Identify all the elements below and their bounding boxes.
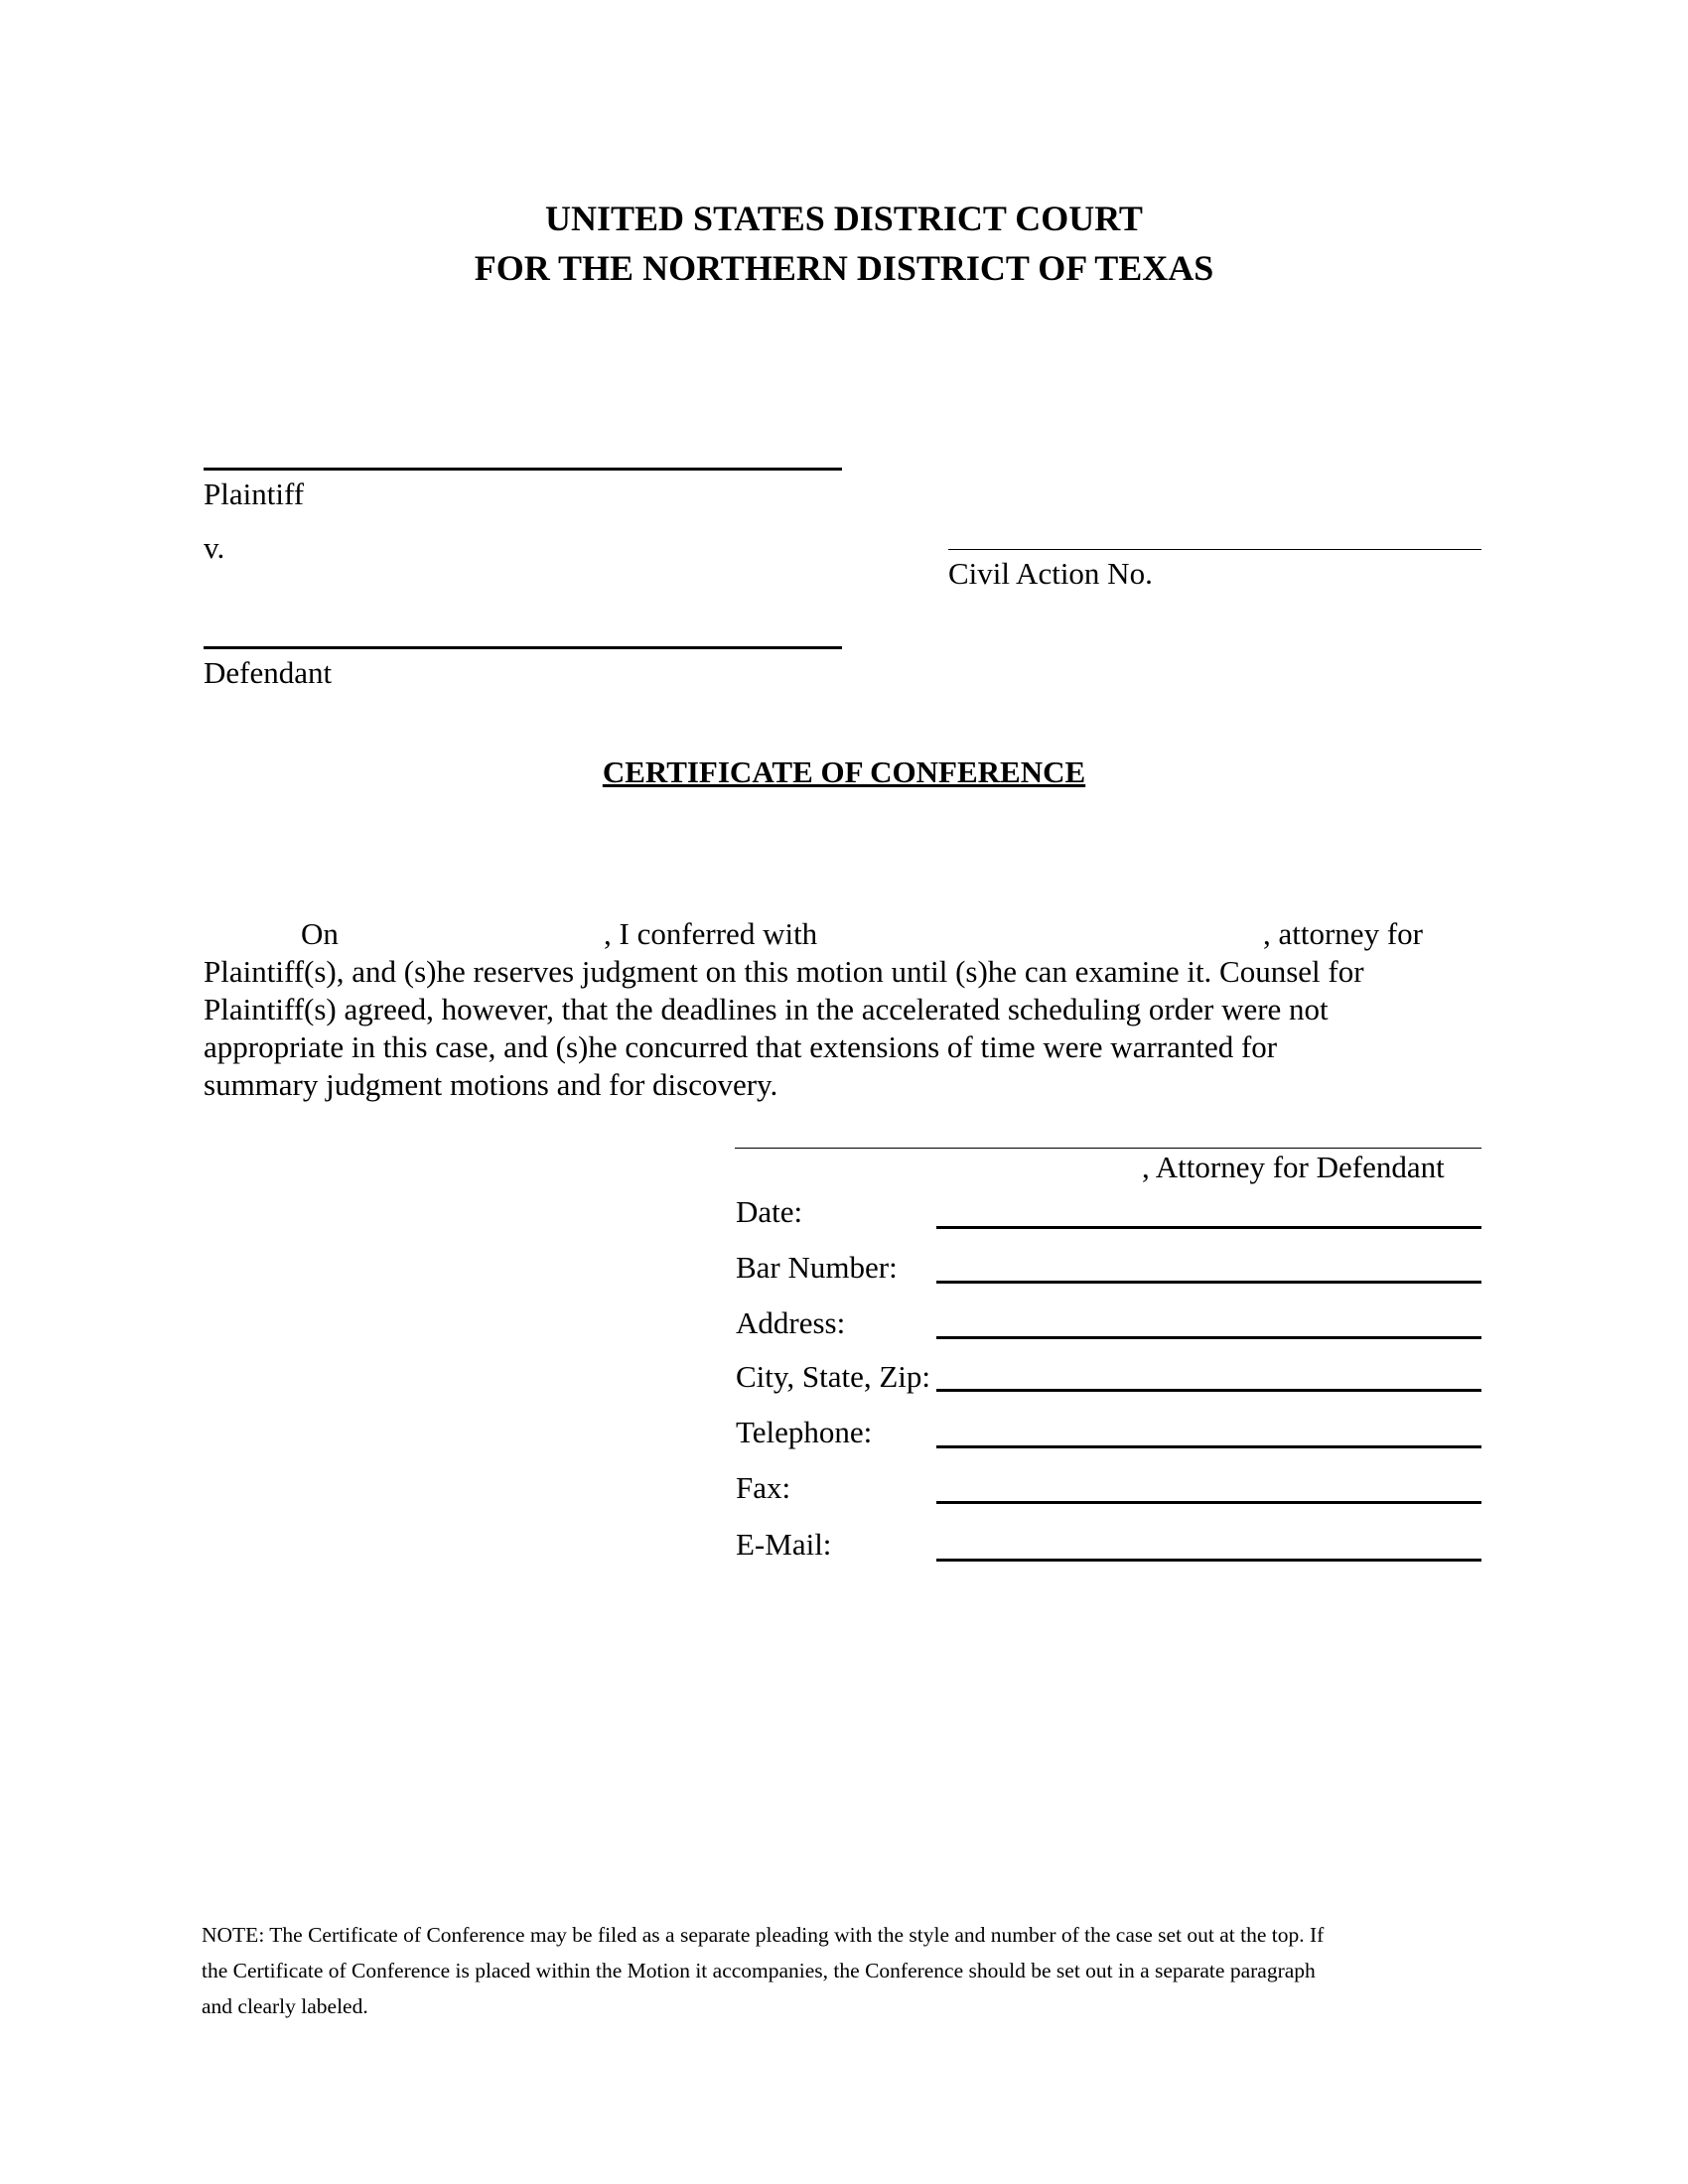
fax-line[interactable] — [936, 1501, 1481, 1504]
address-line[interactable] — [936, 1336, 1481, 1339]
defendant-name-line[interactable] — [204, 646, 842, 649]
certificate-title: CERTIFICATE OF CONFERENCE — [602, 754, 1086, 789]
telephone-label: Telephone: — [736, 1415, 873, 1449]
city-state-zip-line[interactable] — [936, 1389, 1481, 1392]
email-label: E-Mail: — [736, 1527, 832, 1562]
date-label: Date: — [736, 1194, 803, 1229]
address-label: Address: — [736, 1305, 846, 1340]
note-line-2: the Certificate of Conference is placed within the Motion it accompanies, the Conference should be set out in a separate paragraph — [202, 1959, 1316, 1982]
date-line[interactable] — [936, 1226, 1481, 1229]
email-line[interactable] — [936, 1559, 1481, 1562]
plaintiff-name-line[interactable] — [204, 468, 842, 471]
note-line-3: and clearly labeled. — [202, 1994, 368, 2018]
body-attorney-for: , attorney for — [1263, 916, 1423, 951]
bar-number-line[interactable] — [936, 1281, 1481, 1284]
body-line-2: Plaintiff(s), and (s)he reserves judgment on this motion until (s)he can examine it. Counsel for — [204, 954, 1364, 989]
civil-action-number-line[interactable] — [948, 549, 1481, 550]
body-line-5: summary judgment motions and for discovery. — [204, 1067, 778, 1102]
body-on: On — [301, 916, 339, 951]
plaintiff-label: Plaintiff — [204, 477, 305, 511]
body-conferred-with: , I conferred with — [604, 916, 818, 951]
civil-action-label: Civil Action No. — [948, 556, 1153, 591]
court-name: UNITED STATES DISTRICT COURT — [545, 199, 1143, 238]
body-line-3: Plaintiff(s) agreed, however, that the deadlines in the accelerated scheduling order were not — [204, 992, 1329, 1026]
note-line-1: NOTE: The Certificate of Conference may be filed as a separate pleading with the style and number of the case set out at the top. If — [202, 1923, 1325, 1947]
body-line-4: appropriate in this case, and (s)he concurred that extensions of time were warranted for — [204, 1029, 1278, 1064]
versus-label: v. — [204, 530, 225, 565]
defendant-label: Defendant — [204, 655, 333, 690]
bar-number-label: Bar Number: — [736, 1250, 898, 1285]
telephone-line[interactable] — [936, 1445, 1481, 1448]
court-district: FOR THE NORTHERN DISTRICT OF TEXAS — [474, 248, 1214, 288]
attorney-for-defendant-label: , Attorney for Defendant — [1142, 1150, 1445, 1184]
city-state-zip-label: City, State, Zip: — [736, 1359, 931, 1394]
fax-label: Fax: — [736, 1470, 791, 1505]
